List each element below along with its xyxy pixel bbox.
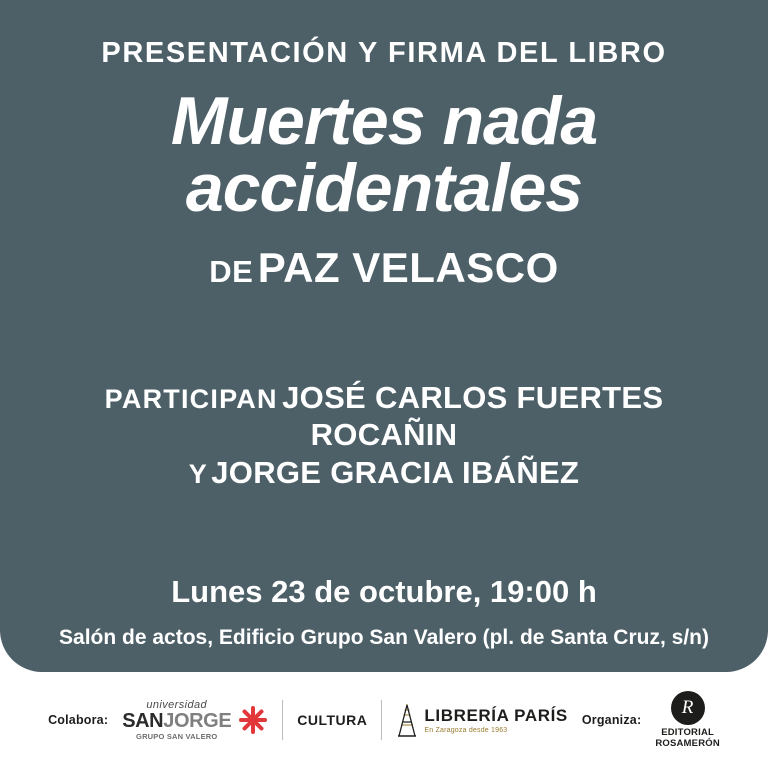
star-icon [238,705,268,735]
cultura-label: CULTURA [297,712,368,728]
logo-libreria-paris [396,703,567,737]
logo-editorial-rosameron [655,691,720,750]
poster-author [209,243,559,291]
organizes-label: Organiza: [581,713,642,727]
eiffel-tower-icon [396,703,418,737]
event-venue: Salón de actos, Edificio Grupo San Valero (pl. de Santa Cruz, s/n) [59,625,709,649]
poster-footer [0,672,768,768]
usj-main-text [122,711,231,731]
poster-title-line-1: Muertes nada [170,82,598,159]
poster-title [170,82,598,227]
footer-divider-1 [282,700,283,740]
rosameron-line-2: ROSAMERÓN [655,737,720,749]
participants-conjunction: Y [188,459,207,490]
usj-jorge-text: JORGE [163,709,232,732]
poster-kicker: PRESENTACIÓN Y FIRMA DEL LIBRO [101,37,667,69]
usj-san-text: SAN [122,709,164,732]
participant-name-1: JOSÉ CARLOS FUERTES ROCAÑIN [282,379,664,453]
usj-bottom-text: GRUPO SAN VALERO [136,731,218,741]
collaborates-label: Colabora: [48,713,109,727]
participants-line-1 [40,379,728,455]
footer-divider-2 [381,700,382,740]
participants-line-2 [40,454,728,492]
logo-universidad-san-jorge [122,700,268,741]
rosameron-monogram-icon: R [671,691,705,725]
poster-title-line-2: accidentales [185,150,583,227]
paris-wordmark [424,707,567,734]
usj-top-text: universidad [146,698,208,711]
author-prefix: DE [209,253,254,289]
rosameron-wordmark [655,728,720,750]
paris-name: LIBRERÍA PARÍS [424,705,568,725]
event-datetime: Lunes 23 de octubre, 19:00 h [171,573,597,609]
participants-label: PARTICIPAN [104,383,278,414]
rosameron-line-1: EDITORIAL [661,726,715,738]
participant-name-2: JORGE GRACIA IBÁÑEZ [211,455,580,491]
participants-block [40,379,728,492]
author-name: PAZ VELASCO [257,243,559,291]
usj-wordmark [122,700,231,741]
paris-tagline: En Zaragoza desde 1963 [424,726,508,734]
